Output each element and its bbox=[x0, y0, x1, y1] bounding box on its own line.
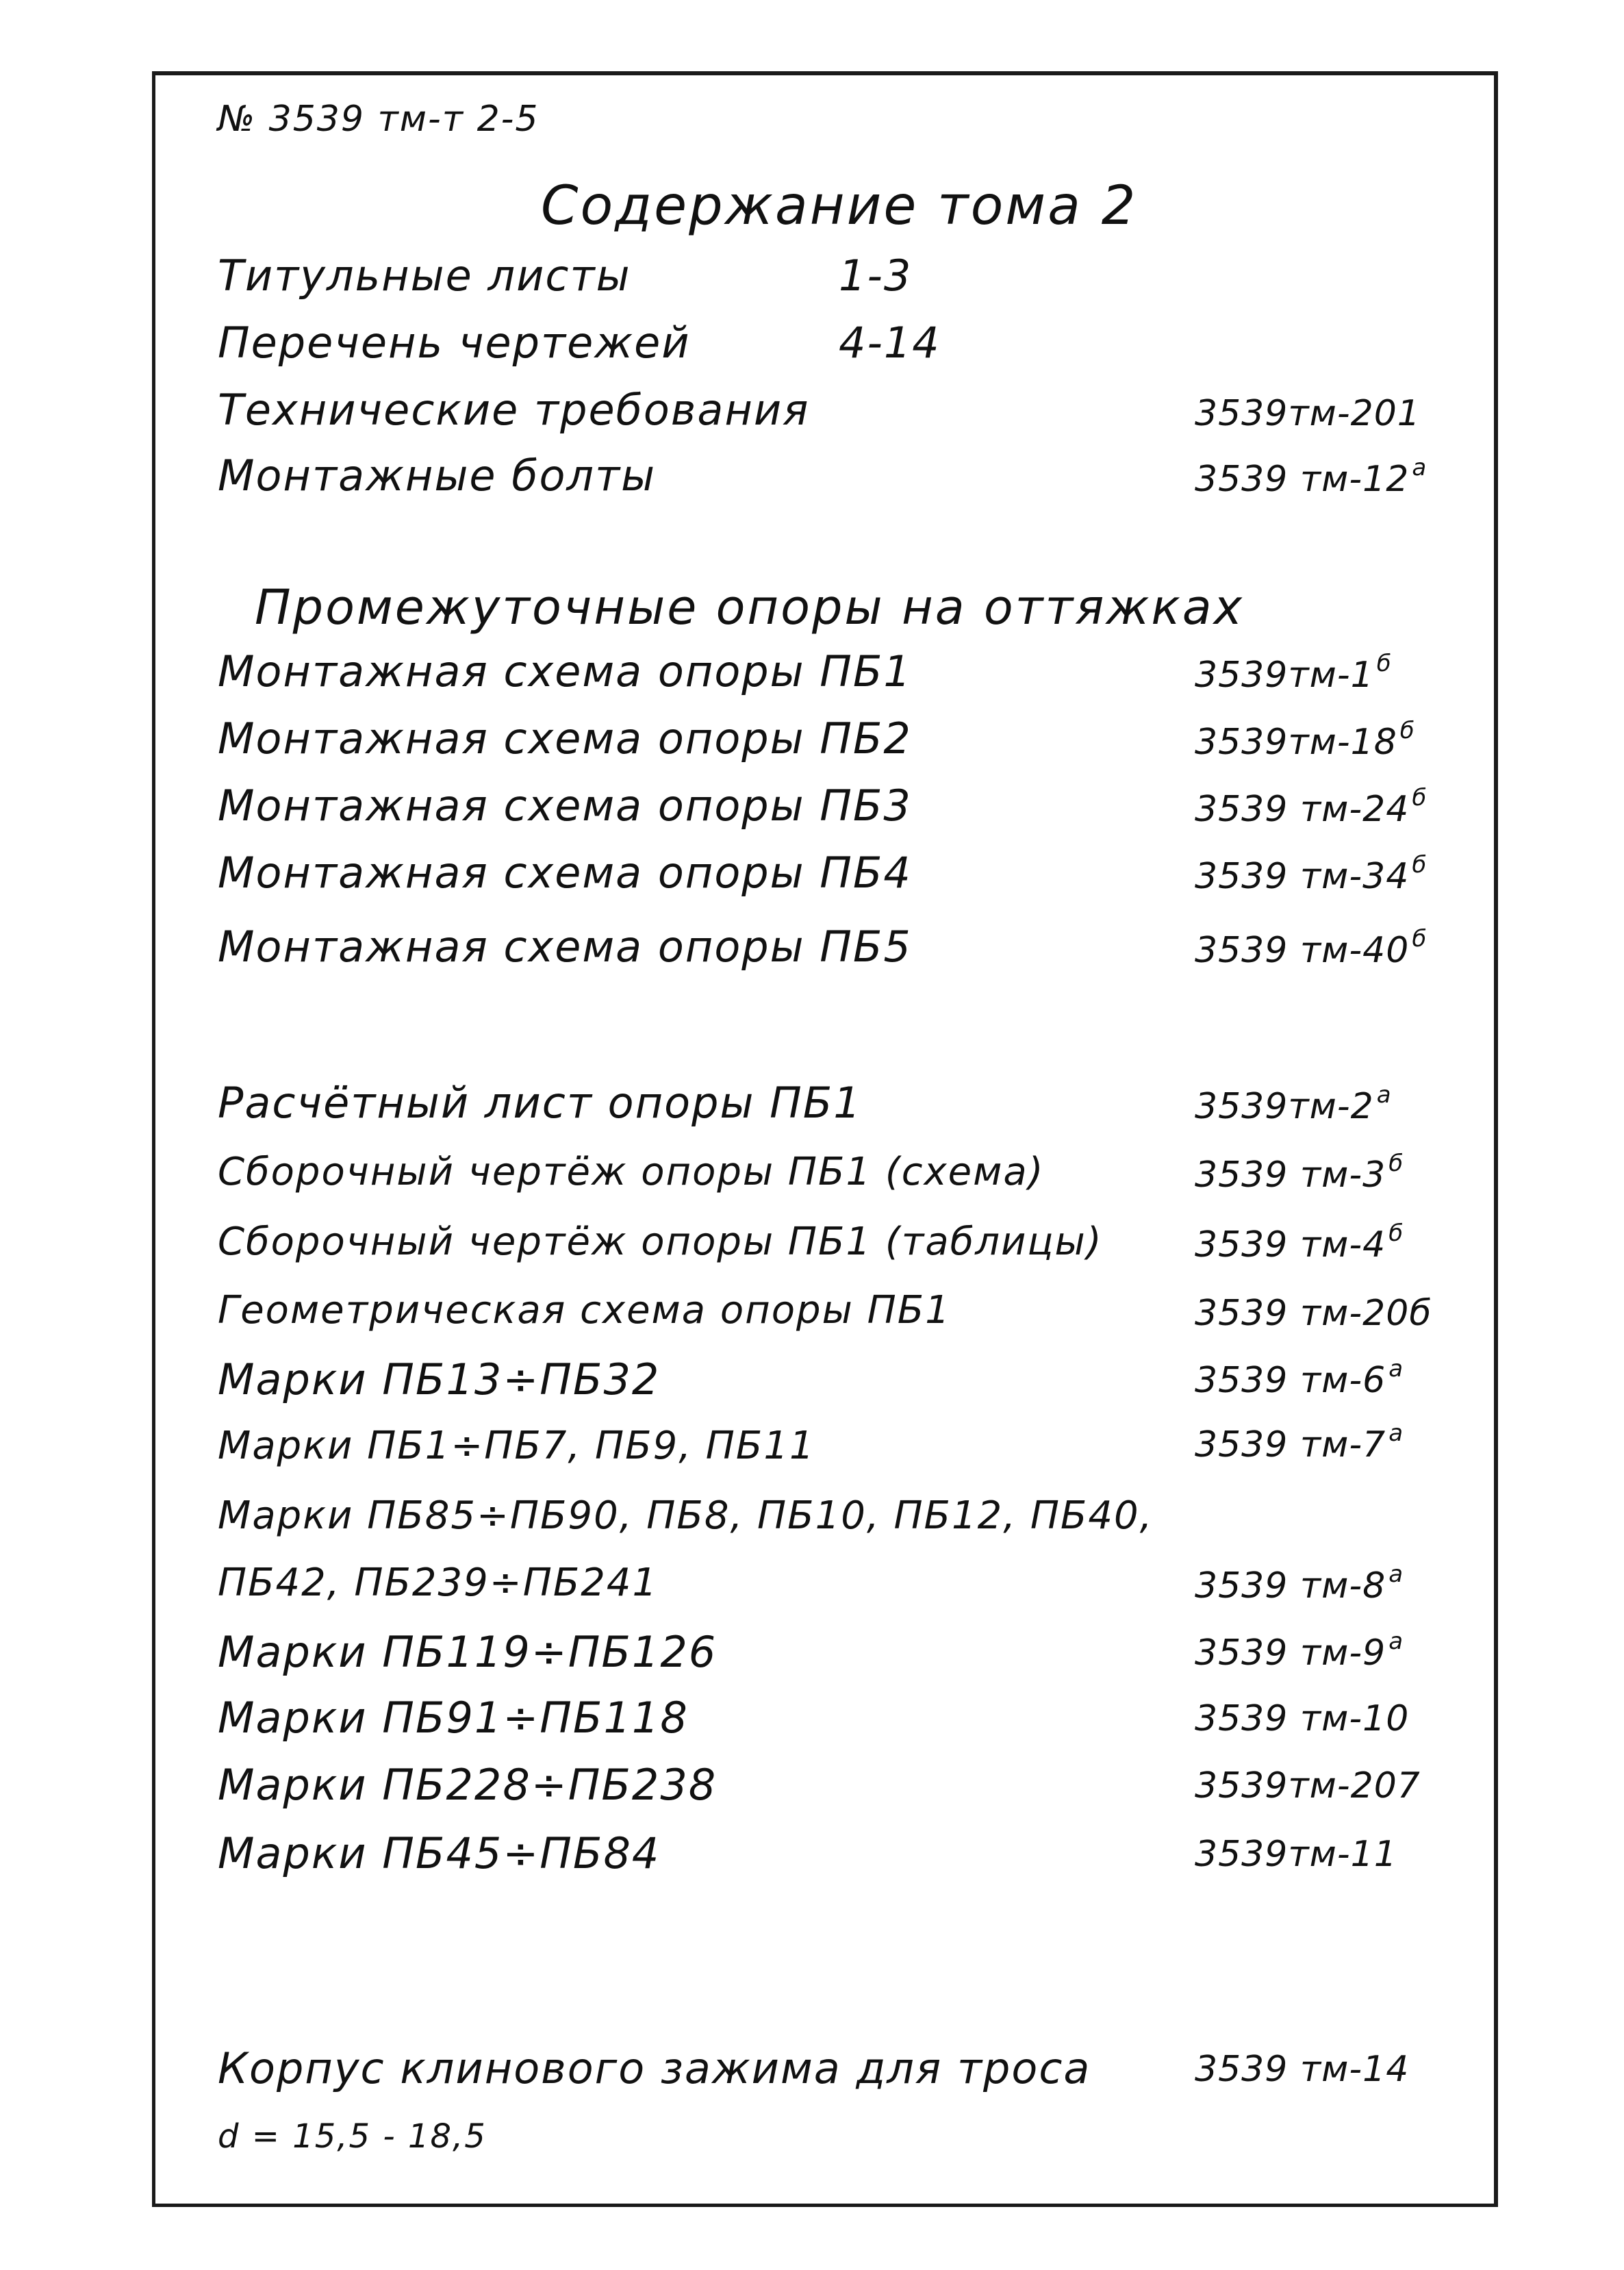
document-number: № 3539 тм-т 2-5 bbox=[218, 99, 540, 140]
drawing-code: 3539 тм-14 bbox=[1195, 2049, 1410, 2090]
drawing-code: 3539 тм-8 $^а$ bbox=[1195, 1561, 1404, 1606]
drawing-code: 3539 тм-12 $^а$ bbox=[1195, 454, 1428, 500]
drawing-code: 3539 тм-40 $^б$ bbox=[1195, 925, 1428, 971]
drawing-code: 3539 тм-9 $^а$ bbox=[1195, 1628, 1404, 1674]
drawing-code: 3539тм-18 $^б$ bbox=[1195, 717, 1415, 763]
drawing-code: 3539 тм-24 $^б$ bbox=[1195, 784, 1428, 830]
list-item-label: Марки ПБ85÷ПБ90, ПБ8, ПБ10, ПБ12, ПБ40, bbox=[218, 1493, 1154, 1538]
list-item-label: Монтажная схема опоры ПБ4 bbox=[218, 848, 912, 898]
drawing-code: 3539 тм-34 $^б$ bbox=[1195, 851, 1428, 897]
footnote: d = 15,5 - 18,5 bbox=[218, 2117, 487, 2156]
list-item-label: Монтажные болты bbox=[218, 451, 657, 501]
drawing-code: 3539 тм-20б bbox=[1195, 1293, 1432, 1334]
drawing-code: 3539тм-207 bbox=[1195, 1765, 1421, 1806]
list-item-label: Монтажная схема опоры ПБ1 bbox=[218, 646, 912, 696]
list-item-label: Монтажная схема опоры ПБ5 bbox=[218, 922, 912, 972]
list-item-label: Марки ПБ13÷ПБ32 bbox=[218, 1354, 661, 1404]
drawing-code: 3539 тм-7 $^а$ bbox=[1195, 1420, 1404, 1465]
drawing-code: 3539 тм-4 $^б$ bbox=[1195, 1220, 1404, 1265]
list-item-label: Сборочный чертёж опоры ПБ1 (схема) bbox=[218, 1150, 1045, 1194]
drawing-code: 3539тм-11 bbox=[1195, 1834, 1397, 1875]
list-item-label: Расчётный лист опоры ПБ1 bbox=[218, 1078, 862, 1128]
drawing-code: 3539 тм-10 bbox=[1195, 1698, 1410, 1739]
drawing-code: 3539 тм-6 $^а$ bbox=[1195, 1355, 1404, 1401]
drawing-code: 3539тм-201 bbox=[1195, 393, 1421, 434]
list-item-label: Марки ПБ228÷ПБ238 bbox=[218, 1760, 718, 1810]
list-item-label: ПБ42, ПБ239÷ПБ241 bbox=[218, 1561, 659, 1605]
list-item-pages: 4-14 bbox=[839, 318, 941, 368]
list-item-label: Сборочный чертёж опоры ПБ1 (таблицы) bbox=[218, 1220, 1103, 1264]
list-item-label: Технические требования bbox=[218, 385, 810, 435]
list-item-label: Марки ПБ91÷ПБ118 bbox=[218, 1693, 689, 1743]
list-item-label: Марки ПБ45÷ПБ84 bbox=[218, 1828, 661, 1878]
list-item-label: Корпус клинового зажима для троса bbox=[218, 2043, 1091, 2093]
list-item-label: Монтажная схема опоры ПБ3 bbox=[218, 781, 912, 831]
list-item-label: Перечень чертежей bbox=[218, 318, 691, 368]
list-item-label: Марки ПБ119÷ПБ126 bbox=[218, 1627, 718, 1677]
page-title: Содержание тома 2 bbox=[541, 175, 1138, 237]
list-item-label: Титульные листы bbox=[218, 251, 631, 301]
list-item-label: Монтажная схема опоры ПБ2 bbox=[218, 714, 912, 764]
drawing-code: 3539 тм-3 $^б$ bbox=[1195, 1150, 1404, 1196]
list-item-label: Марки ПБ1÷ПБ7, ПБ9, ПБ11 bbox=[218, 1424, 815, 1468]
drawing-code: 3539тм-2 $^а$ bbox=[1195, 1081, 1392, 1127]
list-item-label: Геометрическая схема опоры ПБ1 bbox=[218, 1288, 951, 1333]
list-item-pages: 1-3 bbox=[839, 251, 913, 301]
section-heading: Промежуточные опоры на оттяжках bbox=[255, 579, 1245, 635]
drawing-code: 3539тм-1 $^б$ bbox=[1195, 650, 1392, 696]
